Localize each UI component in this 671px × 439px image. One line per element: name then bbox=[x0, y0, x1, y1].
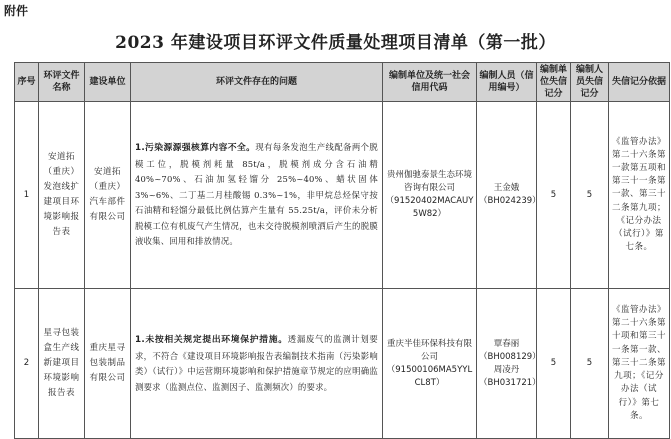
row-construction-unit: 重庆星寻包装制品有限公司 bbox=[85, 289, 131, 439]
row-issues bbox=[131, 102, 383, 289]
row-staff-score: 5 bbox=[571, 289, 609, 439]
row-no: 1 bbox=[15, 102, 39, 289]
row-org-score: 5 bbox=[537, 102, 571, 289]
table-header-row bbox=[15, 63, 670, 102]
row-project-name: 星寻包装盒生产线新建项目环境影响报告表 bbox=[39, 289, 85, 439]
header-staff: 编制人员（信用编号） bbox=[477, 63, 537, 102]
row-staff bbox=[477, 102, 541, 289]
attachment-label: 附件 bbox=[4, 4, 29, 18]
org-name: 贵州伽驰泰景生态环境咨询有限公司 bbox=[386, 170, 472, 193]
header-no: 序号 bbox=[15, 63, 39, 102]
header-name: 环评文件名称 bbox=[39, 63, 85, 102]
row-basis: 《监管办法》第二十六条第十项和第三十一条第一款、第三十二条第九项；《记分办法（试行）》第七条。 bbox=[609, 289, 670, 439]
header-org-score: 编制单位失信记分 bbox=[537, 63, 571, 102]
staff-code: （BH024239） bbox=[479, 196, 541, 206]
row-org bbox=[383, 289, 477, 439]
issue-body: 透漏废气的监测计划要求，不符合《建设项目环境影响报告表编制技术指南（污染影响类）（试行）》中运营期环境影响和保护措施章节规定的应明确监测要求（监测点位、监测因子、监测频次）的要求。 bbox=[135, 334, 379, 392]
row-staff bbox=[477, 289, 541, 439]
org-name: 重庆半佳环保科技有限公司 bbox=[386, 338, 472, 362]
document-title: 2023 年建设项目环评文件质量处理项目清单（第一批） bbox=[115, 33, 556, 53]
header-basis: 失信记分依据 bbox=[609, 63, 670, 102]
header-unit: 建设单位 bbox=[85, 63, 131, 102]
row-construction-unit: 安道拓（重庆）汽车部件有限公司 bbox=[85, 102, 131, 289]
row-staff-score: 5 bbox=[571, 102, 609, 289]
issue-body: 现有每条发泡生产线配备两个脱模工位，脱模剂耗量 85t/a，脱模剂成分含石油精 40%~70%、石油加氢轻馏分 25%~40%、蜡状固体 3%~6%、二丁基二月桂酸锡 0.3%~1%，非甲烷总烃保守按石油精和轻馏分最低比例估算产生量有 55.25t/a，评价未分析脱模工位有机废气产生情况，也未交待脱模剂喷洒后产生的脱膜液收集、回用和排放情况。 bbox=[135, 142, 378, 247]
row-org bbox=[383, 102, 477, 289]
org-code: （91520402MACAUY5W82） bbox=[385, 196, 474, 219]
row-basis: 《监管办法》第二十六条第一款第五项和第三十一条第一款、第三十二条第九项；《记分办法（试行）》第七条。 bbox=[609, 102, 670, 289]
table-row bbox=[15, 289, 670, 439]
header-org: 编制单位及统一社会信用代码 bbox=[383, 63, 477, 102]
staff-code: （BH031721） bbox=[479, 377, 541, 388]
staff-name: 覃春丽 bbox=[493, 338, 520, 349]
issue-lead: 1.污染源源强核算内容不全。 bbox=[135, 143, 256, 154]
row-org-score: 5 bbox=[537, 289, 571, 439]
staff-code: （BH008129） bbox=[479, 351, 541, 362]
staff-name: 王金娥 bbox=[493, 183, 520, 193]
header-issues: 环评文件存在的问题 bbox=[131, 63, 383, 102]
row-issues bbox=[131, 289, 383, 439]
row-project-name: 安道拓（重庆）发泡线扩建项目环境影响报告表 bbox=[39, 102, 85, 289]
row-no: 2 bbox=[15, 289, 39, 439]
penalty-table bbox=[14, 62, 670, 439]
table-row bbox=[15, 102, 670, 289]
header-staff-score: 编制人员失信记分 bbox=[571, 63, 609, 102]
staff-name: 周凌丹 bbox=[493, 364, 520, 375]
issue-lead: 1.未按相关规定提出环境保护措施。 bbox=[135, 335, 288, 345]
org-code: （91500106MA5YYLCL8T） bbox=[386, 364, 473, 388]
